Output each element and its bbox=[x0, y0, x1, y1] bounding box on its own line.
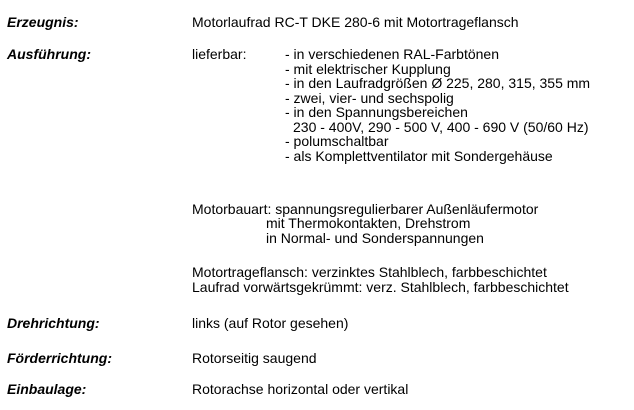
material-paragraph bbox=[192, 265, 569, 294]
foerderrichtung-value: Rotorseitig saugend bbox=[192, 349, 317, 366]
einbaulage-label: Einbaulage: bbox=[7, 381, 87, 397]
drehrichtung-label: Drehrichtung: bbox=[7, 314, 100, 331]
erzeugnis-label: Erzeugnis: bbox=[7, 13, 79, 30]
lieferbar-item: - zwei, vier- und sechspolig bbox=[285, 89, 454, 106]
foerderrichtung-label: Förderrichtung: bbox=[7, 349, 112, 366]
motorbauart-line: in Normal- und Sonderspannungen bbox=[266, 229, 484, 246]
motorbauart-paragraph bbox=[192, 202, 538, 246]
lieferbar-label: lieferbar: bbox=[192, 46, 247, 62]
lieferbar-item: - polumschaltbar bbox=[285, 133, 389, 149]
lieferbar-item-voltage-range: 230 - 400V, 290 - 500 V, 400 - 690 V (50/60 Hz) bbox=[293, 118, 589, 135]
material-line: Motortrageflansch: verzinktes Stahlblech, farbbeschichtet bbox=[192, 264, 547, 280]
lieferbar-item: - mit elektrischer Kupplung bbox=[285, 60, 451, 77]
material-line: Laufrad vorwärtsgekrümmt: verz. Stahlblech, farbbeschichtet bbox=[192, 278, 569, 295]
einbaulage-value: Rotorachse horizontal oder vertikal bbox=[192, 381, 409, 397]
lieferbar-list bbox=[285, 47, 590, 163]
erzeugnis-value: Motorlaufrad RC-T DKE 280-6 mit Motortrageflansch bbox=[192, 13, 519, 30]
lieferbar-item: - in verschiedenen RAL-Farbtönen bbox=[285, 46, 500, 62]
lieferbar-item: - in den Spannungsbereichen bbox=[285, 104, 468, 120]
lieferbar-item: - in den Laufradgrößen Ø 225, 280, 315, 355 mm bbox=[285, 75, 591, 91]
motorbauart-line: Motorbauart: spannungsregulierbarer Außenläufermotor bbox=[192, 200, 539, 217]
motorbauart-line: mit Thermokontakten, Drehstrom bbox=[266, 215, 471, 231]
ausfuehrung-label: Ausführung: bbox=[7, 46, 91, 62]
drehrichtung-value: links (auf Rotor gesehen) bbox=[192, 314, 349, 331]
lieferbar-item: - als Komplettventilator mit Sondergehäuse bbox=[285, 147, 553, 164]
